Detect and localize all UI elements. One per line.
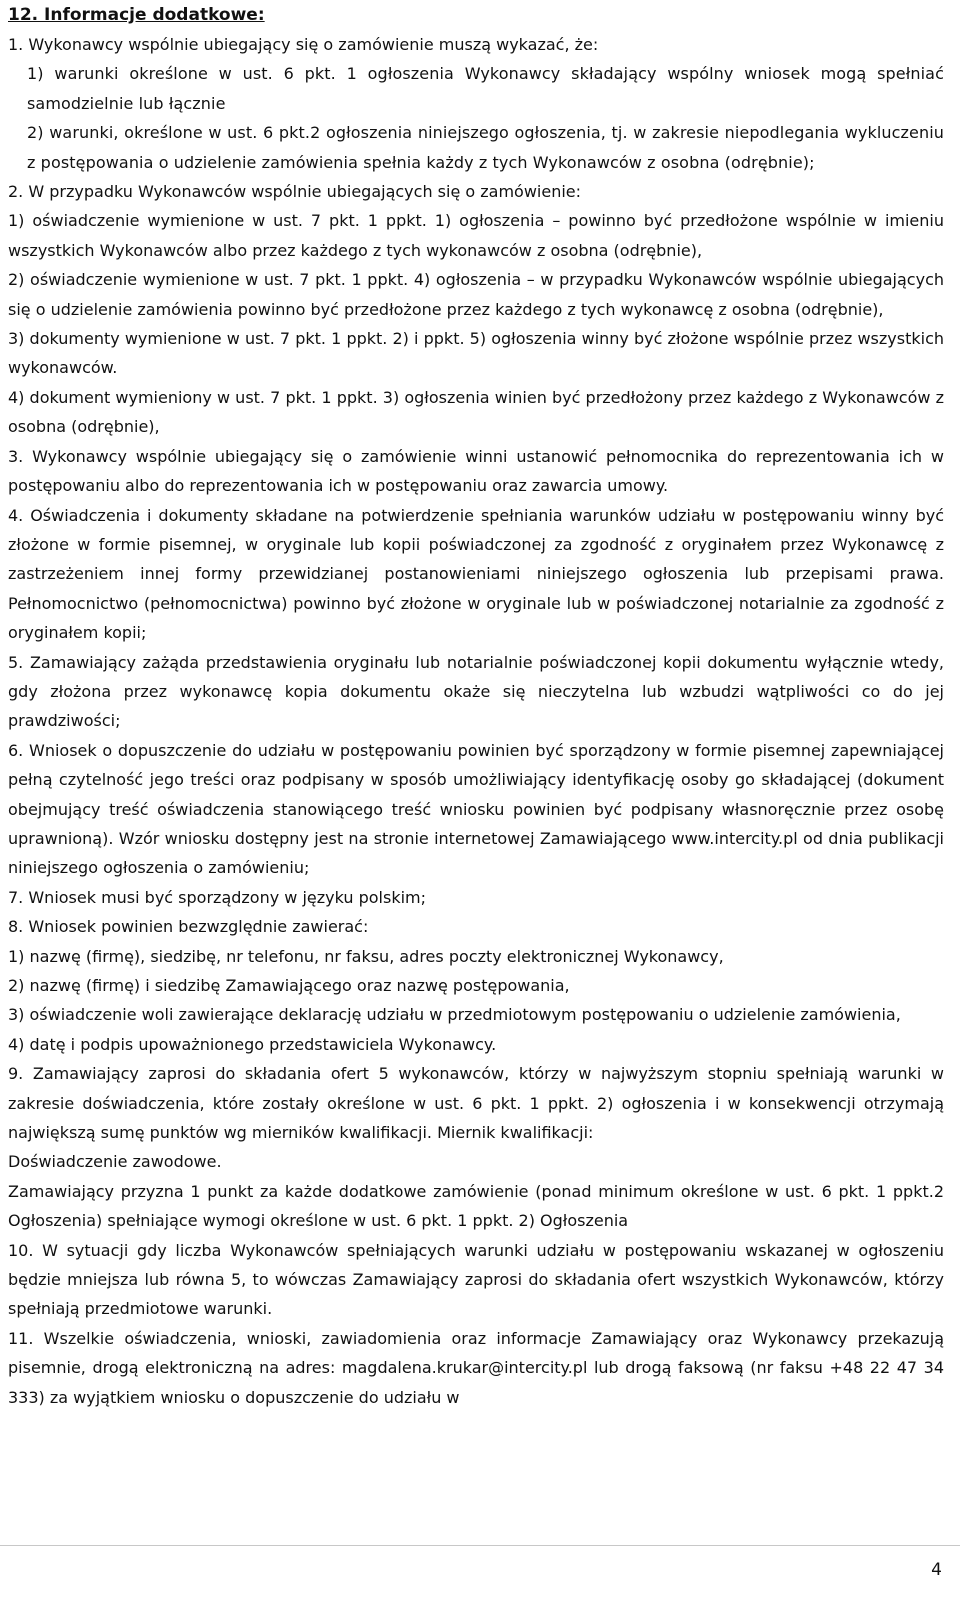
paragraph: 1. Wykonawcy wspólnie ubiegający się o zamówienie muszą wykazać, że:	[8, 35, 599, 54]
paragraph: 9. Zamawiający zaprosi do składania ofert 5 wykonawców, którzy w najwyższym stopniu spełniają warunki w zakresie doświadczenia, które zostały określone w ust. 6 pkt. 1 ppkt. 2) ogłoszenia i w konsekwencji otrzymają największą sumę punktów wg mierników kwalifikacji. Miernik kwalifikacji:	[8, 1064, 944, 1143]
paragraph: 4) datę i podpis upoważnionego przedstawiciela Wykonawcy.	[8, 1034, 497, 1054]
paragraph: 1) nazwę (firmę), siedzibę, nr telefonu, nr faksu, adres poczty elektronicznej Wykonawcy,	[8, 946, 724, 966]
paragraph: Doświadczenie zawodowe.	[8, 1152, 222, 1172]
paragraph: 4) dokument wymieniony w ust. 7 pkt. 1 ppkt. 3) ogłoszenia winien być przedłożony przez każdego z Wykonawców z osobna (odrębnie),	[8, 387, 944, 437]
paragraph: 3) dokumenty wymienione w ust. 7 pkt. 1 ppkt. 2) i ppkt. 5) ogłoszenia winny być złożone wspólnie przez wszystkich wykonawców.	[8, 329, 944, 378]
paragraph: 3. Wykonawcy wspólnie ubiegający się o zamówienie winni ustanowić pełnomocnika do reprezentowania ich w postępowaniu albo do reprezentowania ich w postępowaniu oraz zawarcia umowy.	[8, 446, 944, 496]
paragraph: 1) warunki określone w ust. 6 pkt. 1 ogłoszenia Wykonawcy składający wspólny wniosek mogą spełniać samodzielnie lub łącznie	[27, 64, 944, 113]
paragraph: 4. Oświadczenia i dokumenty składane na potwierdzenie spełniania warunków udziału w postępowaniu winny być złożone w formie pisemnej, w oryginale lub kopii poświadczonej za zgodność z oryginałem przez Wykonawcę z zastrzeżeniem innej formy przewidzianej postanowieniami niniejszego ogłoszenia lub przepisami prawa. Pełnomocnictwo (pełnomocnictwa) powinno być złożone w oryginale lub w poświadczonej notarialnie za zgodność z oryginałem kopii;	[8, 505, 944, 643]
paragraph: 2) oświadczenie wymienione w ust. 7 pkt. 1 ppkt. 4) ogłoszenia – w przypadku Wykonawców wspólnie ubiegających się o udzielenie zamówienia powinno być przedłożone przez każdego z tych wykonawcę z osobna (odrębnie),	[8, 270, 944, 319]
paragraph: 2) nazwę (firmę) i siedzibę Zamawiającego oraz nazwę postępowania,	[8, 976, 570, 995]
page-number: 4	[931, 1560, 942, 1580]
paragraph: 2. W przypadku Wykonawców wspólnie ubiegających się o zamówienie:	[8, 182, 582, 202]
paragraph: Zamawiający przyzna 1 punkt za każde dodatkowe zamówienie (ponad minimum określone w ust. 6 pkt. 1 ppkt.2 Ogłoszenia) spełniające wymogi określone w ust. 6 pkt. 1 ppkt. 2) Ogłoszenia	[8, 1181, 944, 1231]
paragraph: 3) oświadczenie woli zawierające deklarację udziału w przedmiotowym postępowaniu o udzielenie zamówienia,	[8, 1005, 901, 1025]
paragraph: 11. Wszelkie oświadczenia, wnioski, zawiadomienia oraz informacje Zamawiający oraz Wykonawcy przekazują pisemnie, drogą elektroniczną na adres: magdalena.krukar@intercity.pl lub drogą faksową (nr faksu +48 22 47 34 333) za wyjątkiem wniosku o dopuszczenie do udziału w	[8, 1328, 944, 1407]
document-body	[8, 0, 944, 1412]
section-heading: 12. Informacje dodatkowe:	[8, 5, 265, 25]
paragraph: 7. Wniosek musi być sporządzony w języku polskim;	[8, 887, 427, 907]
paragraph: 1) oświadczenie wymienione w ust. 7 pkt. 1 ppkt. 1) ogłoszenia – powinno być przedłożone wspólnie w imieniu wszystkich Wykonawców albo przez każdego z tych wykonawców z osobna (odrębnie),	[8, 211, 944, 260]
paragraph: 2) warunki, określone w ust. 6 pkt.2 ogłoszenia niniejszego ogłoszenia, tj. w zakresie niepodlegania wykluczeniu z postępowania o udzielenie zamówienia spełnia każdy z tych Wykonawców z osobna (odrębnie);	[27, 123, 944, 172]
footer-divider	[0, 1545, 960, 1546]
paragraph: 10. W sytuacji gdy liczba Wykonawców spełniających warunki udziału w postępowaniu wskazanej w ogłoszeniu będzie mniejsza lub równa 5, to wówczas Zamawiający zaprosi do składania ofert wszystkich Wykonawców, którzy spełniają przedmiotowe warunki.	[8, 1240, 944, 1319]
paragraph: 8. Wniosek powinien bezwzględnie zawierać:	[8, 917, 369, 937]
paragraph: 6. Wniosek o dopuszczenie do udziału w postępowaniu powinien być sporządzony w formie pisemnej zapewniającej pełną czytelność jego treści oraz podpisany w sposób umożliwiający identyfikację osoby go składającej (dokument obejmujący treść oświadczenia stanowiącego treść wniosku powinien być podpisany własnoręcznie przez osobę uprawnioną). Wzór wniosku dostępny jest na stronie internetowej Zamawiającego www.intercity.pl od dnia publikacji niniejszego ogłoszenia o zamówieniu;	[8, 740, 944, 878]
paragraph: 5. Zamawiający zażąda przedstawienia oryginału lub notarialnie poświadczonej kopii dokumentu wyłącznie wtedy, gdy złożona przez wykonawcę kopia dokumentu okaże się nieczytelna lub wzbudzi wątpliwości co do jej prawdziwości;	[8, 652, 944, 731]
